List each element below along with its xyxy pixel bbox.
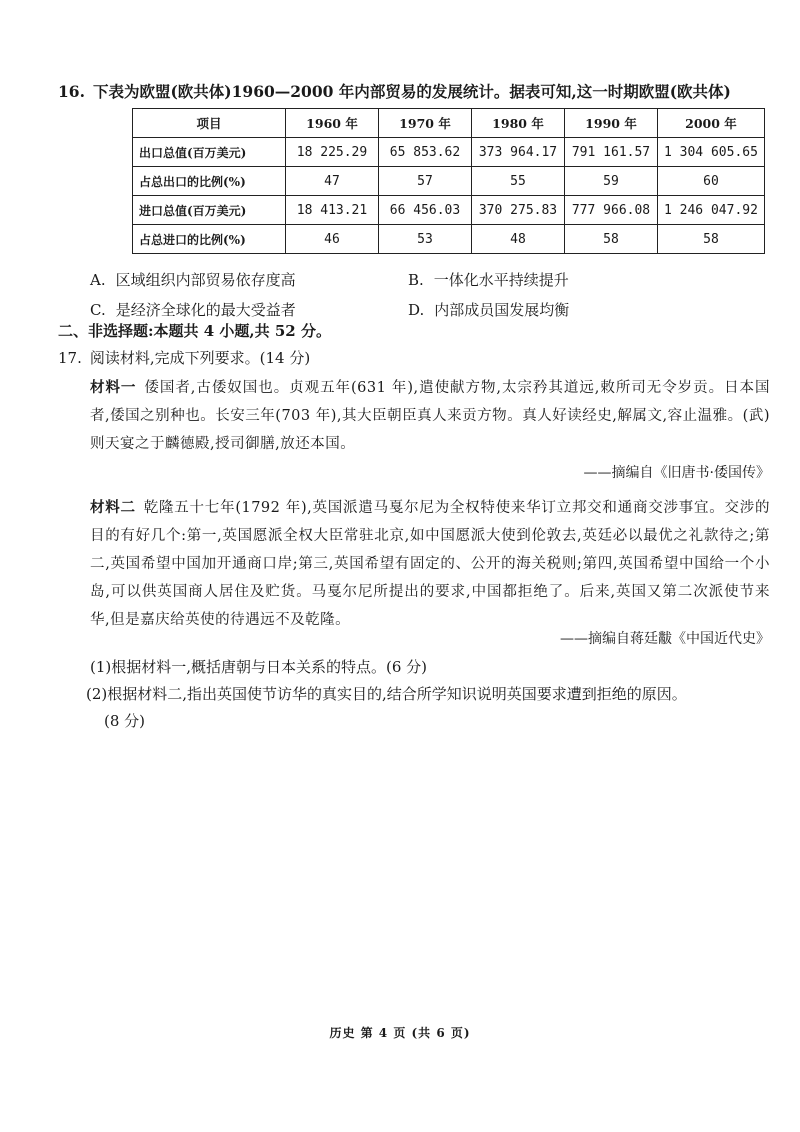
page-footer: 历史 第 4 页 (共 6 页)	[329, 1026, 471, 1040]
material-one-text: 倭国者,古倭奴国也。贞观五年(631 年),遣使献方物,太宗矜其道远,敕所司无令岁贡。日本国者,倭国之别种也。长安三年(703 年),其大臣朝臣真人来贡方物。真人好读经史,解属文,容止温雅。(武)则天宴之于麟德殿,授司御膳,放还本国。	[90, 380, 770, 452]
table-cell: 59	[565, 167, 658, 196]
material-two	[90, 494, 770, 634]
option-letter: B.	[408, 270, 424, 289]
subquestion-2: (2)根据材料二,指出英国使节访华的真实目的,结合所学知识说明英国要求遭到拒绝的原因。	[86, 685, 687, 703]
table-cell: 18 225.29	[286, 138, 379, 167]
option-letter: D.	[408, 300, 425, 319]
subquestion-1: (1)根据材料一,概括唐朝与日本关系的特点。(6 分)	[90, 658, 428, 676]
table-cell: 18 413.21	[286, 196, 379, 225]
table-cell: 58	[565, 225, 658, 254]
table-header-cell: 1960 年	[286, 109, 379, 138]
material-one-label: 材料一	[90, 379, 137, 396]
question-16-text: 下表为欧盟(欧共体)1960—2000 年内部贸易的发展统计。据表可知,这一时期欧盟(欧共体)	[92, 82, 731, 101]
row-label: 出口总值(百万美元)	[133, 138, 286, 167]
material-one	[90, 374, 770, 458]
table-cell: 791 161.57	[565, 138, 658, 167]
option-letter: C.	[90, 300, 106, 319]
option-b[interactable]	[408, 269, 726, 290]
option-text: 内部成员国发展均衡	[434, 300, 570, 319]
table-cell: 47	[286, 167, 379, 196]
option-c[interactable]	[90, 299, 408, 320]
subquestion-2-score: (8 分)	[104, 712, 146, 730]
option-text: 区域组织内部贸易依存度高	[115, 270, 296, 289]
table-cell: 1 304 605.65	[658, 138, 765, 167]
table-row	[133, 196, 765, 225]
table-row	[133, 167, 765, 196]
question-17-number: 17.	[58, 349, 82, 367]
table-cell: 60	[658, 167, 765, 196]
table-cell: 1 246 047.92	[658, 196, 765, 225]
table-cell: 57	[379, 167, 472, 196]
table-header-cell: 项目	[133, 109, 286, 138]
question-16-options	[90, 264, 770, 324]
question-17-stem	[58, 347, 310, 368]
question-16-stem	[58, 80, 778, 102]
table-cell: 777 966.08	[565, 196, 658, 225]
table-cell: 58	[658, 225, 765, 254]
table-cell: 66 456.03	[379, 196, 472, 225]
option-d[interactable]	[408, 299, 726, 320]
option-letter: A.	[90, 270, 106, 289]
table-cell: 373 964.17	[472, 138, 565, 167]
option-text: 是经济全球化的最大受益者	[115, 300, 296, 319]
material-one-source: ——摘编自《旧唐书·倭国传》	[583, 465, 770, 481]
table-header-row	[133, 109, 765, 138]
table-cell: 370 275.83	[472, 196, 565, 225]
material-two-text: 乾隆五十七年(1792 年),英国派遣马戛尔尼为全权特使来华订立邦交和通商交涉事宜。交涉的目的有好几个:第一,英国愿派全权大臣常驻北京,如中国愿派大使到伦敦去,英廷必以最优之礼款待之;第二,英国希望中国加开通商口岸;第三,英国希望有固定的、公开的海关税则;第四,英国希望中国给一个小岛,可以供英国商人居住及贮货。马戛尔尼所提出的要求,中国都拒绝了。后来,英国又第二次派使节来华,但是嘉庆给英使的待遇远不及乾隆。	[90, 500, 771, 628]
row-label: 占总出口的比例(%)	[133, 167, 286, 196]
table-cell: 55	[472, 167, 565, 196]
table-header-cell: 2000 年	[658, 109, 765, 138]
table-cell: 46	[286, 225, 379, 254]
table-header-cell: 1990 年	[565, 109, 658, 138]
row-label: 占总进口的比例(%)	[133, 225, 286, 254]
question-17-text: 阅读材料,完成下列要求。(14 分)	[89, 349, 311, 367]
trade-statistics-table	[132, 108, 765, 254]
question-16-number: 16.	[58, 82, 85, 101]
table-cell: 48	[472, 225, 565, 254]
table-row	[133, 138, 765, 167]
material-two-source: ——摘编自蒋廷黻《中国近代史》	[560, 631, 770, 647]
section-heading: 二、非选择题:本题共 4 小题,共 52 分。	[58, 322, 331, 340]
table-cell: 65 853.62	[379, 138, 472, 167]
row-label: 进口总值(百万美元)	[133, 196, 286, 225]
option-a[interactable]	[90, 269, 408, 290]
option-text: 一体化水平持续提升	[433, 270, 569, 289]
table-cell: 53	[379, 225, 472, 254]
table-header-cell: 1970 年	[379, 109, 472, 138]
material-two-label: 材料二	[90, 499, 136, 516]
table-row	[133, 225, 765, 254]
table-header-cell: 1980 年	[472, 109, 565, 138]
